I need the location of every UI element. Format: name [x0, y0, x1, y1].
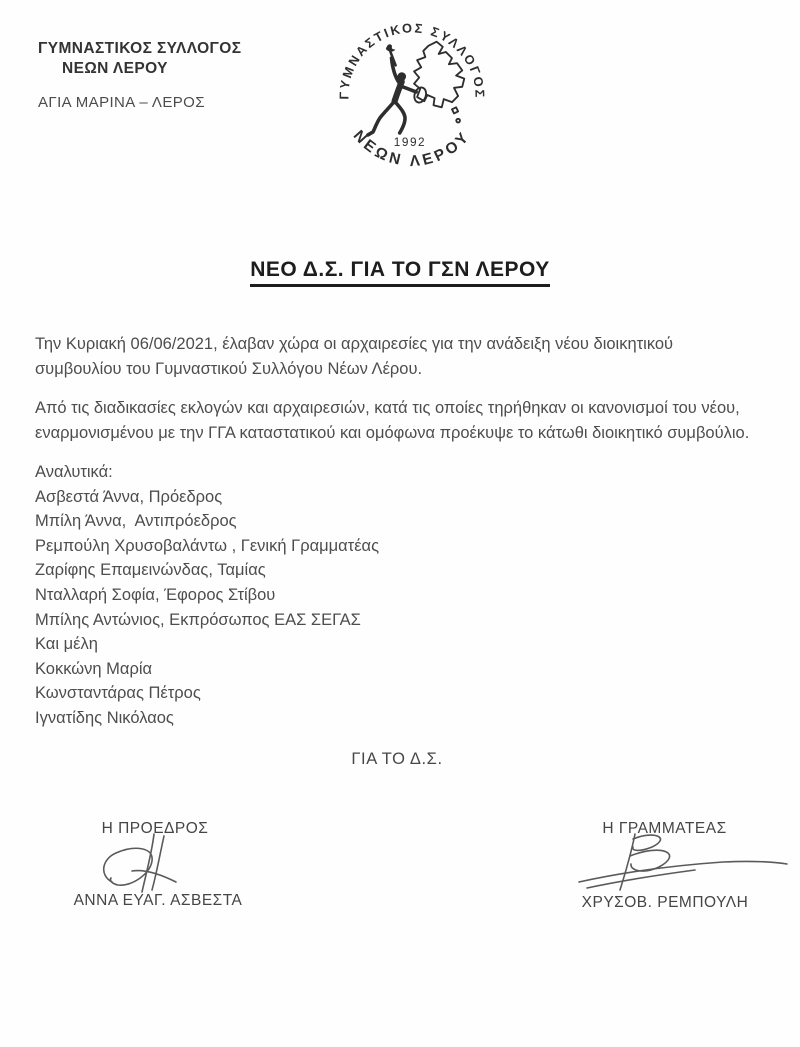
- document-title: ΝΕΟ Δ.Σ. ΓΙΑ ΤΟ ΓΣΝ ΛΕΡΟΥ: [250, 258, 550, 287]
- secretary-role-label: Η ΓΡΑΜΜΑΤΕΑΣ: [602, 820, 727, 837]
- board-member-line: Κοκκώνη Μαρία: [35, 659, 153, 678]
- seal-arc-bottom-label: ΝΕΩΝ ΛΕΡΟΥ: [349, 127, 475, 171]
- board-member-line: Ιγνατίδης Νικόλαος: [35, 708, 174, 727]
- board-member-line: Και μέλη: [35, 635, 98, 654]
- document-body: [35, 332, 759, 731]
- board-member-line: Κωνσταντάρας Πέτρος: [35, 684, 201, 703]
- org-name-line1: ΓΥΜΝΑΣΤΙΚΟΣ ΣΥΛΛΟΓΟΣ: [38, 40, 242, 57]
- board-member-list: [35, 460, 759, 731]
- document-title-row: [0, 258, 800, 287]
- board-member-line: Ζαρίφης Επαμεινώνδας, Ταμίας: [35, 561, 266, 580]
- seal-arc-top-label: ΓΥΜΝΑΣΤΙΚΟΣ ΣΥΛΛΟΓΟΣ: [336, 20, 488, 100]
- board-member-line: Ασβεστά Άννα, Πρόεδρος: [35, 487, 223, 506]
- board-member-line: Νταλλαρή Σοφία, Έφορος Στίβου: [35, 585, 276, 604]
- secretary-name-label: ΧΡΥΣΟΒ. ΡΕΜΠΟΥΛΗ: [581, 894, 749, 911]
- paragraph-procedure: Από τις διαδικασίες εκλογών και αρχαιρεσιών, κατά τις οποίες τηρήθηκαν οι κανονισμοί του νέου, εναρμονισμένου με την ΓΓΑ καταστατικού και ομόφωνα προέκυψε το κάτωθι διοικητικό συμβούλιο.: [35, 399, 750, 442]
- president-role-label: Η ΠΡΟΕΔΡΟΣ: [101, 820, 209, 837]
- club-seal-logo: [330, 14, 494, 176]
- board-member-line: Μπίλη Άννα, Αντιπρόεδρος: [35, 512, 237, 531]
- org-name-line2: ΝΕΩΝ ΛΕΡΟΥ: [62, 60, 168, 77]
- list-intro: Αναλυτικά:: [35, 463, 113, 481]
- letterhead: [38, 40, 241, 111]
- org-location: ΑΓΙΑ ΜΑΡΙΝΑ – ΛΕΡΟΣ: [38, 94, 205, 111]
- president-signature: [96, 832, 188, 894]
- closing-line: ΓΙΑ ΤΟ Δ.Σ.: [351, 750, 443, 768]
- seal-year-label: 1992: [393, 136, 427, 150]
- president-name-label: ΑΝΝΑ ΕΥΑΓ. ΑΣΒΕΣΤΑ: [73, 892, 243, 909]
- secretary-signature: [573, 830, 791, 892]
- board-member-line: Μπίλης Αντώνιος, Εκπρόσωπος ΕΑΣ ΣΕΓΑΣ: [35, 610, 361, 629]
- paragraph-election-date: Την Κυριακή 06/06/2021, έλαβαν χώρα οι αρχαιρεσίες για την ανάδειξη νέου διοικητικού συμβουλίου του Γυμναστικού Συλλόγου Νέων Λέρου.: [35, 335, 674, 378]
- board-member-line: Ρεμπούλη Χρυσοβαλάντω , Γενική Γραμματέας: [35, 536, 380, 555]
